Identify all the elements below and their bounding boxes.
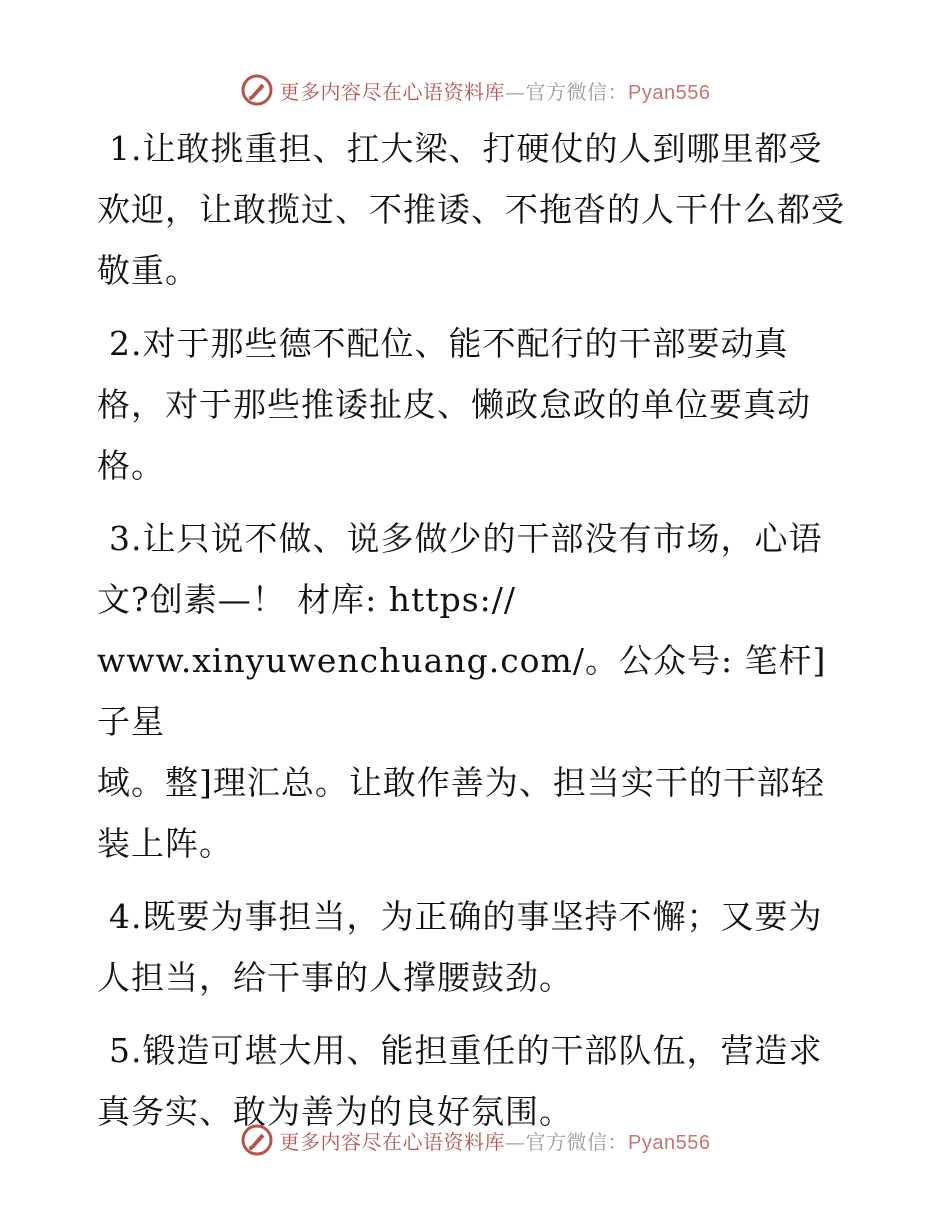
paragraph-line: 4.既要为事担当，为正确的事坚持不懈；又要为 — [109, 897, 823, 936]
document-body — [97, 118, 857, 1154]
banner-dash: — — [505, 1129, 526, 1154]
banner-wechat-label: 官方微信： — [525, 1129, 629, 1154]
paragraph-line: 欢迎，让敢揽过、不推诿、不拖沓的人干什么都受 — [97, 190, 845, 229]
banner-wechat-id: Pyan556 — [628, 81, 711, 104]
paragraph-4 — [97, 886, 857, 1008]
banner-wechat-id: Pyan556 — [628, 1131, 711, 1154]
paragraph-line: 2.对于那些德不配位、能不配行的干部要动真 — [109, 324, 789, 363]
paragraph-2 — [97, 313, 857, 496]
paragraph-line: 装上阵。 — [97, 824, 233, 863]
footer-banner-text — [280, 1126, 711, 1155]
paragraph-line: 文?创素—！ 材库: https:// — [97, 580, 516, 619]
pen-logo-icon — [240, 1123, 274, 1157]
banner-dash: — — [505, 79, 526, 104]
header-banner — [0, 70, 950, 110]
paragraph-line: 敬重。 — [97, 251, 199, 290]
paragraph-1 — [97, 118, 857, 301]
paragraph-line: www.xinyuwenchuang.com/。公众号: 笔杆]子星 — [97, 641, 827, 741]
header-banner-text — [280, 76, 711, 105]
paragraph-line: 人担当，给干事的人撑腰鼓劲。 — [97, 958, 573, 997]
paragraph-line: 1.让敢挑重担、扛大梁、打硬仗的人到哪里都受 — [109, 129, 823, 168]
paragraph-line: 格。 — [97, 446, 165, 485]
footer-banner — [0, 1120, 950, 1160]
banner-main-text: 更多内容尽在心语资料库 — [279, 79, 506, 104]
paragraph-line: 真务实、敢为善为的良好氛围。 — [97, 1092, 573, 1131]
paragraph-line: 格，对于那些推诿扯皮、懒政怠政的单位要真动 — [97, 385, 811, 424]
banner-main-text: 更多内容尽在心语资料库 — [279, 1129, 506, 1154]
paragraph-line: 3.让只说不做、说多做少的干部没有市场，心语 — [109, 519, 823, 558]
banner-wechat-label: 官方微信： — [525, 79, 629, 104]
pen-logo-icon — [240, 73, 274, 107]
paragraph-line: 域。整]理汇总。让敢作善为、担当实干的干部轻 — [97, 763, 825, 802]
paragraph-line: 5.锻造可堪大用、能担重任的干部队伍，营造求 — [109, 1031, 823, 1070]
paragraph-3 — [97, 508, 857, 874]
